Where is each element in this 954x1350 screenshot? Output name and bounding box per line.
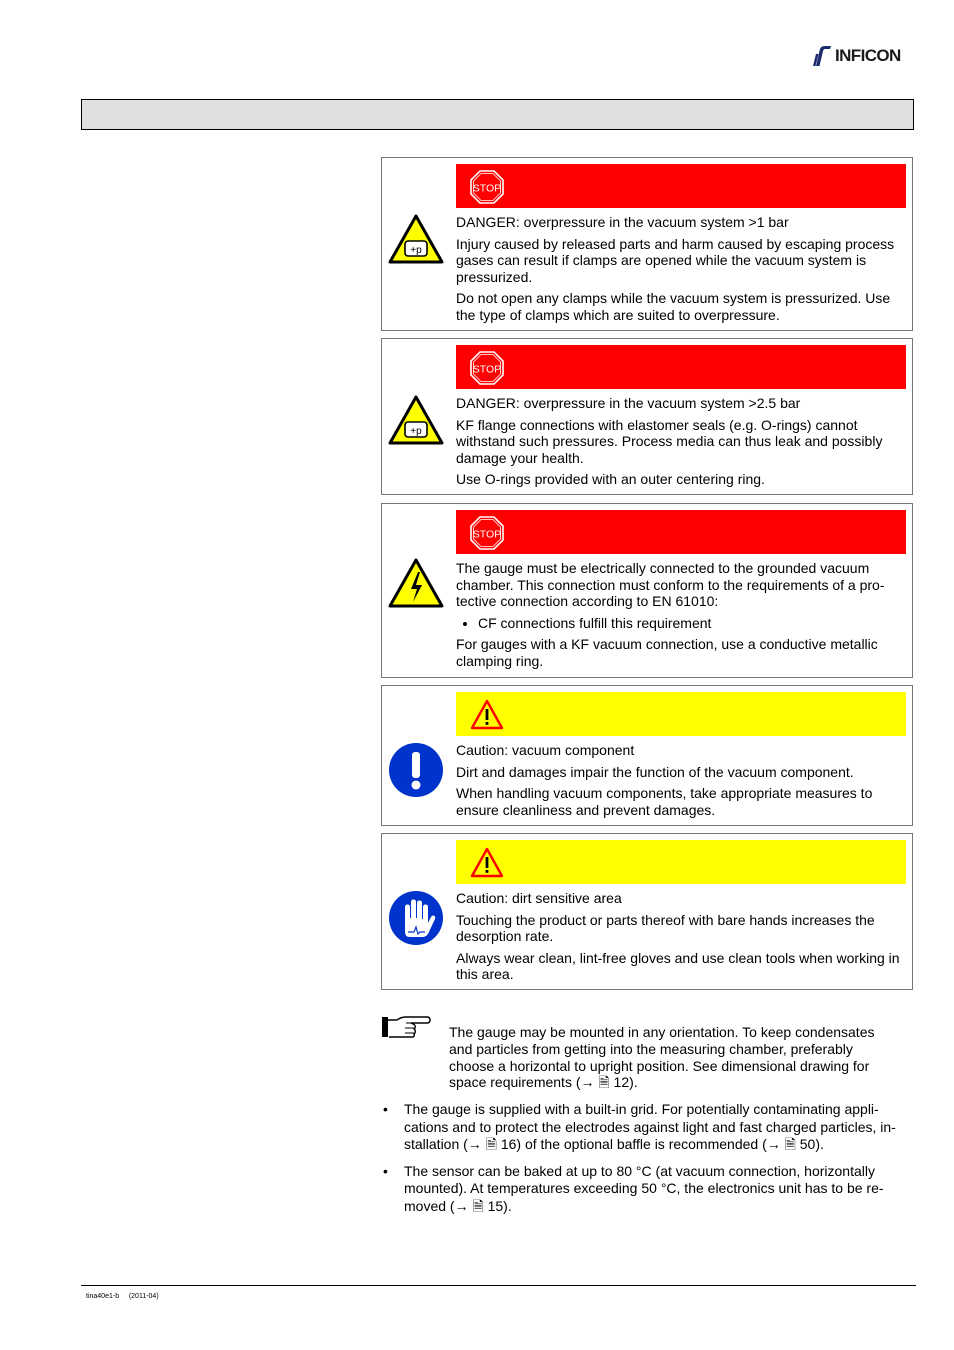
notice-text [456, 742, 908, 823]
notice-paragraph: Do not open any clamps while the vacuum system is pressurized. Use the type of clamps which are suited to overpressure. [456, 290, 891, 323]
overpressure-warning-icon [388, 212, 444, 268]
svg-text:STOP: STOP [472, 363, 502, 376]
svg-text:STOP: STOP [472, 182, 502, 195]
caution-triangle-icon [470, 846, 504, 880]
overpressure-warning-icon [388, 393, 444, 449]
inficon-logo-mark-icon [812, 45, 832, 67]
notice-paragraph: Use O-rings provided with an outer centering ring. [456, 471, 765, 488]
notice-text [456, 395, 908, 493]
footer-doc-code: tina40e1-b [86, 1293, 120, 1300]
caution-banner [456, 840, 906, 884]
notice-paragraph: Touching the product or parts thereof with bare hands increases the desorption rate. [456, 911, 875, 945]
notice-bullet-list [456, 615, 908, 632]
notice-paragraph: Dirt and damages impair the function of the vacuum component. [456, 763, 854, 780]
caution-notice-vacuum-component [381, 685, 913, 826]
section-header-bar [81, 99, 914, 130]
danger-banner [456, 345, 906, 389]
notice-text [456, 560, 908, 675]
logo-text: INFICON [835, 46, 901, 65]
footer-date: (2011-04) [128, 1293, 159, 1300]
svg-text:STOP: STOP [472, 528, 502, 541]
tip-text: The gauge may be mounted in any orientation. To keep condensates and particles from getting into the measuring chamber, preferably choose a horizontal to upright position. See dimensional drawing for space requirements (→ 🗎 12). [449, 1024, 875, 1091]
notice-title: Caution: vacuum component [456, 742, 635, 758]
notice-title: DANGER: overpressure in the vacuum system >1 bar [456, 214, 789, 230]
danger-notice-electrical-grounding [381, 503, 913, 678]
danger-notice-overpressure-1bar [381, 157, 913, 331]
svg-text:+p: +p [410, 245, 422, 256]
notice-text [456, 890, 908, 988]
notice-paragraph: KF flange connections with elastomer seals (e.g. O-rings) cannot withstand such pressures. Process media can thus leak and possibly damage your health. [456, 416, 883, 466]
notice-title: Caution: dirt sensitive area [456, 890, 622, 906]
stop-sign-icon [470, 170, 504, 204]
stop-sign-icon [470, 516, 504, 550]
notice-text [456, 214, 908, 329]
notice-paragraph: The gauge must be electrically connected to the grounded vacuum chamber. This connection must conform to the requirements of a pro-tective connection according to EN 61010: [456, 560, 885, 610]
notice-paragraph: Injury caused by released parts and harm caused by escaping process gases can result if clamps are opened while the vacuum system is pressurized. [456, 235, 895, 285]
footer-rule [81, 1285, 916, 1286]
notice-paragraph: For gauges with a KF vacuum connection, use a conductive metallic clamping ring. [456, 636, 878, 669]
pointing-hand-icon [381, 1014, 433, 1042]
caution-notice-dirt-sensitive [381, 833, 913, 990]
notice-title: DANGER: overpressure in the vacuum system >2.5 bar [456, 395, 801, 411]
electrical-hazard-icon [388, 556, 444, 612]
stop-sign-icon [470, 351, 504, 385]
wear-gloves-icon [388, 890, 444, 946]
notice-paragraph: When handling vacuum components, take appropriate measures to ensure cleanliness and prevent damages. [456, 785, 873, 818]
mandatory-exclamation-icon [388, 742, 444, 798]
danger-banner [456, 510, 906, 554]
caution-triangle-icon [470, 698, 504, 732]
danger-banner [456, 164, 906, 208]
danger-notice-overpressure-2-5bar [381, 338, 913, 495]
footer-doc-info [86, 1293, 159, 1300]
caution-banner [456, 692, 906, 736]
inficon-logo [812, 44, 916, 68]
list-item: • The gauge is supplied with a built-in grid. For potentially contaminating appli-cations and to protect the electrodes against light and fast charged particles, in-stallation (→ 🗎 16) of the optional baffle is recommended (→ 🗎 50). [381, 1101, 913, 1154]
svg-text:+p: +p [410, 426, 422, 437]
list-item: • CF connections fulfill this requirement [478, 615, 908, 632]
bullet-list [381, 1101, 913, 1224]
list-item: • The sensor can be baked at up to 80 °C (at vacuum connection, horizontally mounted). At temperatures exceeding 50 °C, the electronics unit has to be re-moved (→ 🗎 15). [381, 1163, 913, 1216]
notice-paragraph: Always wear clean, lint-free gloves and use clean tools when working in this area. [456, 949, 900, 983]
